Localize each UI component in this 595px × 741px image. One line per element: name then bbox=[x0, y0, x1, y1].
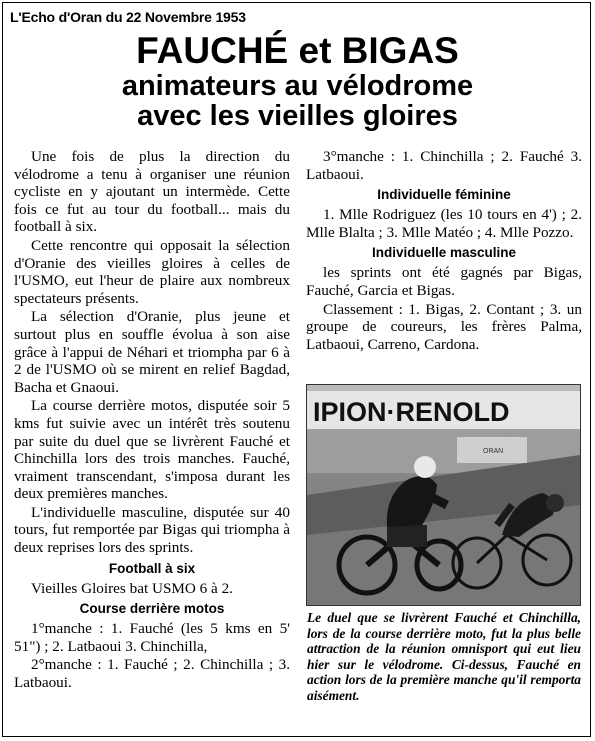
masculine-heading: Individuelle masculine bbox=[371, 245, 517, 261]
paragraph: les sprints ont été gagnés par Bigas, Fauché, Garcia et Bigas. bbox=[306, 264, 582, 299]
paragraph: Une fois de plus la direction du vélodrome a tenu à organiser une réunion cycliste en y ajoutant un intermède. Cette fois ce fut au tour du football... mais du football à six. bbox=[14, 148, 290, 236]
banner-text: IPION·RENOLD bbox=[313, 397, 510, 427]
paragraph: La course derrière motos, disputée soir 5 kms fut suivie avec un intérêt très soutenu par suite du duel que se livrèrent Fauché et Chinchilla lors des trois manches. Fauché, vraiment transcendant, s'imposa durant les deux premières manches. bbox=[14, 397, 290, 503]
paragraph: La sélection d'Oranie, plus jeune et surtout plus en souffle évolua à son aise grâce à l'appui de Néhari et triompha par 6 à 2 de l'USMO où se mirent en relief Bagdad, Bacha et Gnaoui. bbox=[14, 308, 290, 396]
football-result: Vieilles Gloires bat USMO 6 à 2. bbox=[31, 579, 233, 597]
headline-sub-1: animateurs au vélodrome bbox=[121, 70, 474, 102]
paragraph: Classement : 1. Bigas, 2. Contant ; 3. un groupe de coureurs, les frères Palma, Latbaoui, Carreno, Cardona. bbox=[306, 300, 582, 353]
motos-heading: Course derrière motos bbox=[79, 601, 225, 617]
photo-caption: Le duel que se livrèrent Fauché et Chinchilla, lors de la course derrière moto, fut la plus belle attraction de la réunion omnisport qui eut lieu hier sur le vélodrome. Ci-dessus, Fauché en action lors de la première manche qu'il remporta aisément. bbox=[307, 610, 581, 703]
race-photo-illustration bbox=[307, 385, 580, 605]
feminine-heading: Individuelle féminine bbox=[377, 187, 511, 203]
race-photo bbox=[306, 384, 581, 606]
headline-main: FAUCHÉ et BIGAS bbox=[136, 30, 459, 71]
motos-result: 1°manche : 1. Fauché (les 5 kms en 5' 51") ; 2. Latbaoui 3. Chinchilla, bbox=[14, 620, 290, 655]
motos-result: 3°manche : 1. Chinchilla ; 2. Fauché 3. Latbaoui. bbox=[306, 148, 582, 183]
headline-sub-2: avec les vieilles gloires bbox=[137, 100, 458, 132]
feminine-result: 1. Mlle Rodriguez (les 10 tours en 4') ; 2. Mlle Blalta ; 3. Mlle Matéo ; 4. Mlle Pozzo. bbox=[306, 206, 582, 241]
left-column bbox=[14, 148, 290, 692]
football-heading: Football à six bbox=[108, 560, 196, 576]
right-column bbox=[306, 148, 582, 353]
paragraph: L'individuelle masculine, disputée sur 40 tours, fut remportée par Bigas qui triompha à deux reprises lors des sprints. bbox=[14, 503, 290, 557]
paragraph: Cette rencontre qui opposait la sélection d'Oranie des vieilles gloires à celles de l'USMO, eut l'heur de plaire aux nombreux spectateurs présents. bbox=[14, 236, 290, 307]
newspaper-source: L'Echo d'Oran du 22 Novembre 1953 bbox=[10, 9, 246, 25]
motos-result: 2°manche : 1. Fauché ; 2. Chinchilla ; 3. Latbaoui. bbox=[14, 656, 290, 692]
sign-small-text: ORAN bbox=[483, 448, 504, 455]
